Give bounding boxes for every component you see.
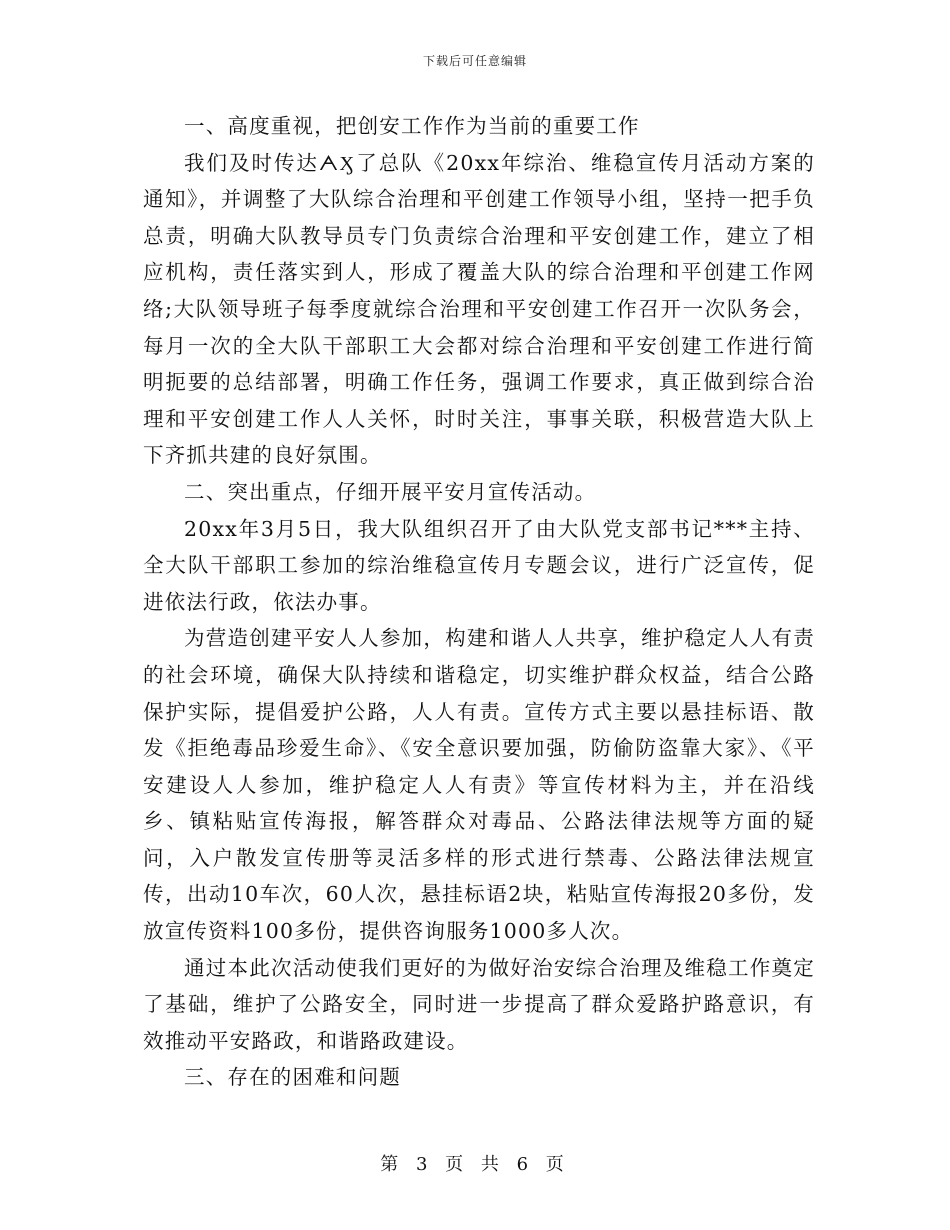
document-body: [143, 108, 815, 1096]
page-number-footer: 第 3 页 共 6 页: [380, 1154, 570, 1175]
body-paragraph: 我们及时传达ᗅӼ了总队《20xx年综治、维稳宣传月活动方案的通知》，并调整了大队综合治理和平创建工作领导小组，坚持一把手负总责，明确大队教导员专门负责综合治理和平安创建工作，建立了相应机构，责任落实到人，形成了覆盖大队的综合治理和平创建工作网络;大队领导班子每季度就综合治理和平安创建工作召开一次队务会，每月一次的全大队干部职工大会都对综合治理和平安创建工作进行简明扼要的总结部署，明确工作任务，强调工作要求，真正做到综合治理和平安创建工作人人关怀，时时关注，事事关联，积极营造大队上下齐抓共建的良好氛围。: [143, 150, 815, 468]
section-heading-2: 二、突出重点，仔细开展平安月宣传活动。: [184, 479, 597, 504]
body-paragraph: 通过本此次活动使我们更好的为做好治安综合治理及维稳工作奠定了基础，维护了公路安全，同时进一步提高了群众爱路护路意识，有效推动平安路政，和谐路政建设。: [143, 955, 815, 1053]
section-heading-3: 三、存在的困难和问题: [184, 1065, 401, 1090]
body-paragraph: 为营造创建平安人人参加，构建和谐人人共享，维护稳定人人有责的社会环境，确保大队持续和谐稳定，切实维护群众权益，结合公路保护实际，提倡爱护公路，人人有责。宣传方式主要以悬挂标语、散发《拒绝毒品珍爱生命》、《安全意识要加强，防偷防盗靠大家》、《平安建设人人参加，维护稳定人人有责》等宣传材料为主，并在沿线乡、镇粘贴宣传海报，解答群众对毒品、公路法律法规等方面的疑问，入户散发宣传册等灵活多样的形式进行禁毒、公路法律法规宣传，出动10车次，60人次，悬挂标语2块，粘贴宣传海报20多份，发放宣传资料100多份，提供咨询服务1000多人次。: [143, 626, 815, 944]
page-header-note: 下载后可任意编辑: [422, 54, 527, 68]
section-heading-1: 一、高度重视，把创安工作作为当前的重要工作: [184, 114, 640, 138]
body-paragraph: 20xx年3月5日，我大队组织召开了由大队党支部书记***主持、全大队干部职工参加的综治维稳宣传月专题会议，进行广泛宣传，促进依法行政，依法办事。: [143, 516, 815, 614]
